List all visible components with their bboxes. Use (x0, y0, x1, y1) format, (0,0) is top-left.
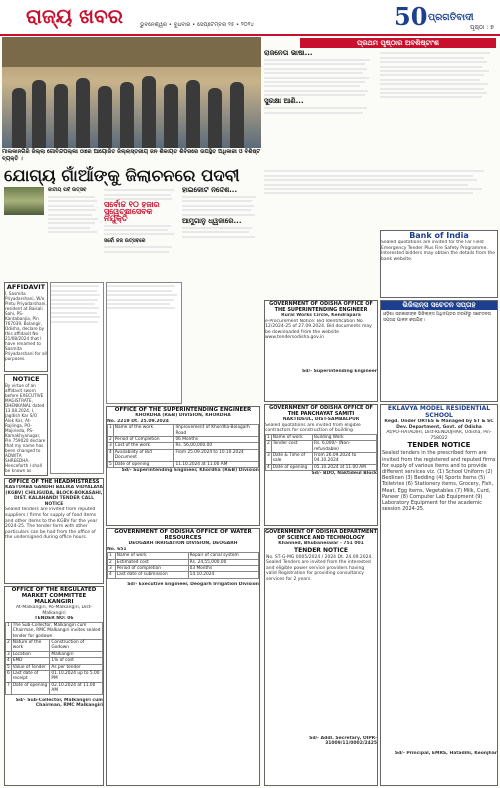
panchayat-notice (264, 404, 378, 526)
dateline: ଭୁବନେଶ୍ୱର • ବୁଧବାର • ସେପ୍ଟେମ୍ବର ୨୫ • ୨୦୨୪ (140, 22, 254, 28)
tender-table (265, 434, 377, 471)
notice-title: NOTICE (12, 375, 40, 383)
notice-text: Sealed quotations are invited from eligible contractors for construction of building. (265, 422, 361, 434)
table-cell: Estimated cost (115, 559, 188, 565)
table-cell: EMD (11, 658, 50, 664)
notice-title: ଭିଜିଲାନ୍ସ ସଚେତନ ସପ୍ତାହ (381, 301, 497, 310)
notice-footer: Sd/- Executive Engineer, Deogarh Irrigation Division (127, 581, 259, 587)
table-cell: Date & Time of sale (271, 453, 312, 465)
bank-notice (380, 230, 498, 298)
notice-title: GOVERNMENT OF ODISHA OFFICE OF WATER RESOURCES (114, 529, 252, 541)
affidavit-title: AFFIDAVIT (6, 283, 46, 291)
table-cell: Period of completion (115, 566, 188, 572)
notice-text: e-Procurement Notice: Bid Identification No. 12/2024-25 of 27.09.2024. Bid documents may be downloaded from the website www.tendersodisha.gov.in (265, 318, 372, 341)
table-cell: Building Work (312, 434, 376, 440)
table-cell: Date of opening (11, 682, 50, 694)
column-heading: ହାଇକୋର୍ଟ ନିର୍ଦ୍ଦେଶ... (182, 187, 238, 194)
rmc-tender-notice (4, 586, 104, 786)
person-figure (208, 88, 222, 148)
table-cell: 1 (108, 553, 116, 559)
table-cell: 2 (6, 640, 12, 652)
table-cell: 3 (266, 453, 272, 465)
page-number: ପୃଷ୍ଠା : ୭ (470, 24, 494, 31)
table-cell: 2 (108, 559, 116, 565)
kgbv-tender-notice (4, 478, 104, 584)
article-column-3 (182, 187, 260, 277)
table-cell: As per tender (50, 664, 103, 670)
tender-table (5, 622, 103, 695)
table-cell: Location (11, 651, 50, 657)
table-cell: Name of work (115, 553, 188, 559)
section-title: ରାଜ୍ୟ ଖବର (26, 4, 123, 28)
person-figure (186, 80, 200, 148)
table-cell: Improvement of Khordha-Bolagarh Road (174, 425, 259, 437)
table-cell: Date of opening (271, 464, 312, 470)
table-cell: 03 Months (188, 566, 258, 572)
notice-footer: Sd/- BDO, Naktideul Block (311, 471, 377, 477)
table-cell: Period of Completion (113, 437, 174, 443)
table-cell: Date of opening (113, 461, 174, 467)
table-cell: 6 (6, 671, 12, 683)
table-cell: Repair of canal system (188, 553, 258, 559)
table-cell: Rs. 56,00,000.00 (174, 443, 259, 449)
column-heading: ସର୍ବୋଚ୍ଚ ୧୦ ହଜାର ସ୍ୱେଚ୍ଛାସେବକ ନିଯୁକ୍ତି (104, 200, 160, 223)
table-cell: Name of work (271, 434, 312, 440)
classified-column (106, 282, 182, 404)
table-cell: 01.10.2024 up to 5.00 PM (50, 671, 103, 683)
person-figure (12, 88, 26, 148)
tender-heading: TENDER NOTICE (407, 441, 471, 450)
table-row (6, 640, 103, 652)
tender-heading: TENDER NOTICE (294, 546, 348, 554)
tender-number: No. 651 (107, 546, 127, 552)
table-cell: 3 (109, 443, 112, 449)
school-address: At/PO-HATADIHI, Dist-KENDUJHAR, Odisha, Pin-758022 (386, 430, 492, 441)
table-cell: Last date of submission (115, 572, 188, 578)
column-heading: ସୁରକ୍ଷା ଆଣି... (264, 97, 304, 106)
notice-text: By virtue of an affidavit sworn before EXECUTIVE MAGISTRATE, DHENKANAL dated 13.08.2024, I, Jagdish Kar S/O Alok Kar, At-Rajlinga, PO-Majirieda, PS-Kamakhyanagar, Pin 759020 declare that my name has been changed to ADWITA SHREEDHA. Henceforth I shall be known as (5, 383, 46, 473)
lead-photo (2, 37, 261, 148)
tender-table (107, 424, 259, 468)
table-cell: Nature of the work (11, 640, 50, 652)
reporter-photo (4, 187, 44, 215)
rural-works-notice (264, 300, 378, 402)
banner-backdrop (2, 37, 261, 67)
notice-text: Sealed tenders are invited from reputed suppliers / firms for supply of food items and other items to the KGBV for the year 2024-25. The tender form with other particulars can be had from the office of the undersigned during office hours. (5, 507, 98, 541)
table-row (6, 682, 103, 694)
classified-column (50, 282, 104, 474)
table-cell: 14.10.2024 (188, 572, 258, 578)
table-cell: 5 (109, 461, 112, 467)
table-row (108, 425, 259, 437)
notice-subtitle: Regd. Under ORTES & Managed by ST & SC Dev. Department, Govt. of Odisha (384, 419, 494, 430)
tender-notice-khordha (106, 406, 260, 526)
person-figure (142, 76, 156, 148)
table-cell: Name of the work (113, 425, 174, 437)
continued-article-1 (264, 50, 376, 164)
notice-title: OFFICE OF THE SUPERINTENDING ENGINEER (114, 407, 252, 413)
lead-headline: ଯୋଗ୍ୟ ଗାଁଆଁଙ୍କୁ ଜିଲାଚନରେ ପଦବୀ (4, 166, 240, 185)
eklavya-school-notice (380, 404, 498, 786)
notice-title: OFFICE OF THE HEADMISTRESS (8, 479, 100, 485)
table-row (266, 464, 377, 470)
vigilance-notice (380, 300, 498, 402)
notice-text: Sealed quotations are invited for the Far Field Emergency Tender Plus Fire Safety Programme. Interested bidders may obtain the details from the bank website. (381, 240, 496, 262)
notice-subtitle: KHORDHA (R&B) DIVISION, KHORDHA (135, 413, 231, 418)
table-row (266, 441, 377, 453)
table-cell: From 25.09.2024 to 10.10.2024 (174, 449, 259, 461)
person-figure (98, 86, 112, 148)
table-cell: 4 (108, 449, 114, 461)
notice-footer: Sd/- Principal, EMRS, Hatadihi, Keonjhar (394, 751, 497, 757)
continued-banner: ପ୍ରଥମ ପୃଷ୍ଠାର ଅବଶିଷ୍ଟାଂଶ (300, 38, 496, 48)
notice-title: GOVERNMENT OF ODISHA OFFICE OF THE SUPERINTENDING ENGINEER (269, 301, 373, 313)
table-cell: 7 (6, 682, 12, 694)
table-cell: 4 (7, 658, 10, 664)
column-subheading: ଆମୁଗାନୁ ଧ୍ୱଜାରେ... (182, 216, 242, 225)
table-cell: 1% of cost (50, 658, 103, 664)
table-cell: From 26.09.2024 to 04.10.2024 (312, 453, 376, 465)
table-cell: Rs. 24,55,000.00 (188, 559, 258, 565)
column-heading: ଜାତୀୟ ପର୍ବ ଉତ୍ସବ (48, 187, 87, 193)
column-heading: ରାଜନେତା ଭାଷା... (264, 50, 313, 57)
table-cell: 5 (7, 664, 10, 670)
article-column-2 (104, 187, 178, 277)
person-figure (230, 82, 244, 148)
table-cell: 1 (6, 622, 12, 639)
article-column-1 (48, 187, 100, 277)
notice-footer: Sd/- Addl. Secretary, OIPR-31009/11/0002/2425 (309, 735, 377, 747)
notice-subtitle: At-Malkangiri, Po-Malkangiri, Dist-Malkangiri (15, 605, 93, 616)
person-figure (32, 80, 46, 148)
notice-text: No. ST-G-MG 0005/2024 / 2024 Dt. 24.09.2024. Sealed Tenders are invited from the interested and eligible power service providers having valid Registration for providing consultancy services for 2 years. (266, 554, 373, 582)
notice-subtitle: Khanned, Bhubaneswar - 751 001 (278, 541, 364, 546)
photo-caption: ମାଲକାନଗିରି ଜିଲ୍ଲା ଗୋବିନ୍ଦପଲ୍ଲୀ ଠାରେ ଆୟୋଜିତ ଜିଲ୍ଲାସ୍ତରୀୟ ଜନ ଶିକାୟତ ଶିବିରରେ ଉପସ୍ଥିତ ଅଧିକାରୀ ଓ ବିଶିଷ୍ଟ ବ୍ୟକ୍ତି । (2, 149, 261, 162)
bank-name: Bank of India (409, 231, 469, 240)
table-row (266, 453, 377, 465)
table-cell: 1 (267, 434, 270, 440)
table-cell: Malkangiri (50, 651, 103, 657)
continued-article-2 (380, 50, 496, 164)
notice-text: ଓଡ଼ିଶା ସରକାରଙ୍କ ଭିଜିଲାନ୍ସ ଅଧିଦପ୍ତର ତରଫରୁ ସଚେତନତା ସପ୍ତାହ ପାଳନ କରାଯିବ। (383, 312, 492, 323)
table-row (108, 449, 259, 461)
table-cell: 1 (108, 425, 114, 437)
table-cell: 11.10.2024 at 11.00 AM (174, 461, 259, 467)
table-cell: 4 (267, 464, 270, 470)
table-cell: 3 (108, 566, 116, 572)
table-cell: Rs. 6,000/- (Non-refundable) (312, 441, 376, 453)
person-figure (120, 82, 134, 148)
notice-title: GOVERNMENT OF ODISHA OFFICE OF THE PANCHAYAT SAMITI (269, 405, 373, 417)
affidavit-notice (4, 282, 48, 372)
notice-subtitle: DEOGARH IRRIGATION DIVISION, DEOGARH (128, 541, 238, 546)
table-cell: Value of Tender (11, 664, 50, 670)
table-row (108, 572, 259, 578)
person-figure (54, 84, 68, 148)
name-change-notice (4, 374, 48, 476)
table-row (6, 622, 103, 639)
table-cell: 4 (108, 572, 116, 578)
newspaper-name: ପ୍ରଗତିବାଦୀ (428, 12, 474, 23)
notice-footer: Sd/- Superintending Engineer (302, 368, 377, 374)
tender-number: No. 2219 Dt. 25.09.2024 (107, 418, 169, 424)
tender-table (107, 552, 259, 579)
table-cell: 05.10.2024 at 11.00 AM (312, 464, 376, 470)
column-subheading: ସର୍ବୋ ଜଜ ଉତ୍ସବରେ (104, 237, 146, 244)
table-cell: Construction of Godown (50, 640, 103, 652)
table-cell: Cost of the work (113, 443, 174, 449)
table-row (108, 461, 259, 467)
science-tech-notice (264, 528, 378, 786)
tender-number: TENDER NO: 06 (34, 616, 74, 622)
continued-article-3 (264, 168, 496, 228)
notice-title: EKLAVYA MODEL RESIDENTIAL SCHOOL (387, 405, 491, 419)
notice-text: Sealed tenders in the prescribed form are invited from the registered and reputed firms for supply of various items and to provide different services viz. (1) School Uniform (2) Bedlinen (3) Bedding (4) Sports Items (5) Toiletries (6) Stationery items, Grocery, Fish, Meat, Egg items, Vegetables (7) Milk, Curd, Paneer (8) Computer Lab Equipment (9) Laboratory Equipment for the academic session 2024-25. (382, 450, 496, 513)
person-figure (164, 84, 178, 148)
table-cell: 02.10.2024 at 11.00 AM (50, 682, 103, 694)
notice-footer: Sd/- Superintending Engineer, Khordha (R&B) Division (121, 468, 259, 474)
table-cell: 2 (266, 441, 272, 453)
water-resources-tender-notice (106, 528, 260, 786)
affidavit-text: I, Sasmita Priyadarshani, W/o Pintu Priyadarshani, resident at Baisali Sahi, PS-Kantabanjia, Pin 767039, Bolangir, Odisha, declare by this affidavit No 21/08/2024 that I have renamed to Sasmita Priyadarshani for all purposes. (5, 291, 47, 361)
notice-title: OFFICE OF THE REGULATED MARKET COMMITTEE MALKANGIRI (11, 587, 97, 605)
table-cell: 3 (7, 651, 10, 657)
anniversary-logo: 50 (394, 2, 428, 31)
table-cell: Tender cost (271, 441, 312, 453)
table-row (6, 671, 103, 683)
table-cell: Availability of Bid Document (113, 449, 174, 461)
table-cell: Last date of receipt (11, 671, 50, 683)
table-cell: The Sub-Collector, Malkangiri cum Chairman, RMC Malkangiri invites sealed tender for godown (12, 622, 101, 639)
notice-footer: Sd/- Sub-Collector, Malkangiri cum Chairman, RMC Malkangiri (15, 697, 103, 709)
notice-title: GOVERNMENT OF ODISHA DEPARTMENT OF SCIENCE AND TECHNOLOGY (265, 529, 377, 541)
notice-subtitle: NAKTIDEUL, DIST-SAMBALPUR (282, 417, 360, 422)
notice-subtitle: KASTURBA GANDHI BALIKA VIDYALAYA (KGBV) CHILIGUDA, BLOCK-BOKASAHI, DIST. KALAHANDI TENDER CALL NOTICE (5, 485, 103, 507)
person-figure (76, 78, 90, 148)
table-cell: 06 Months (174, 437, 259, 443)
table-cell: 2 (109, 437, 112, 442)
notice-subtitle: Rural Works Circle, Kendrapara (281, 313, 361, 318)
